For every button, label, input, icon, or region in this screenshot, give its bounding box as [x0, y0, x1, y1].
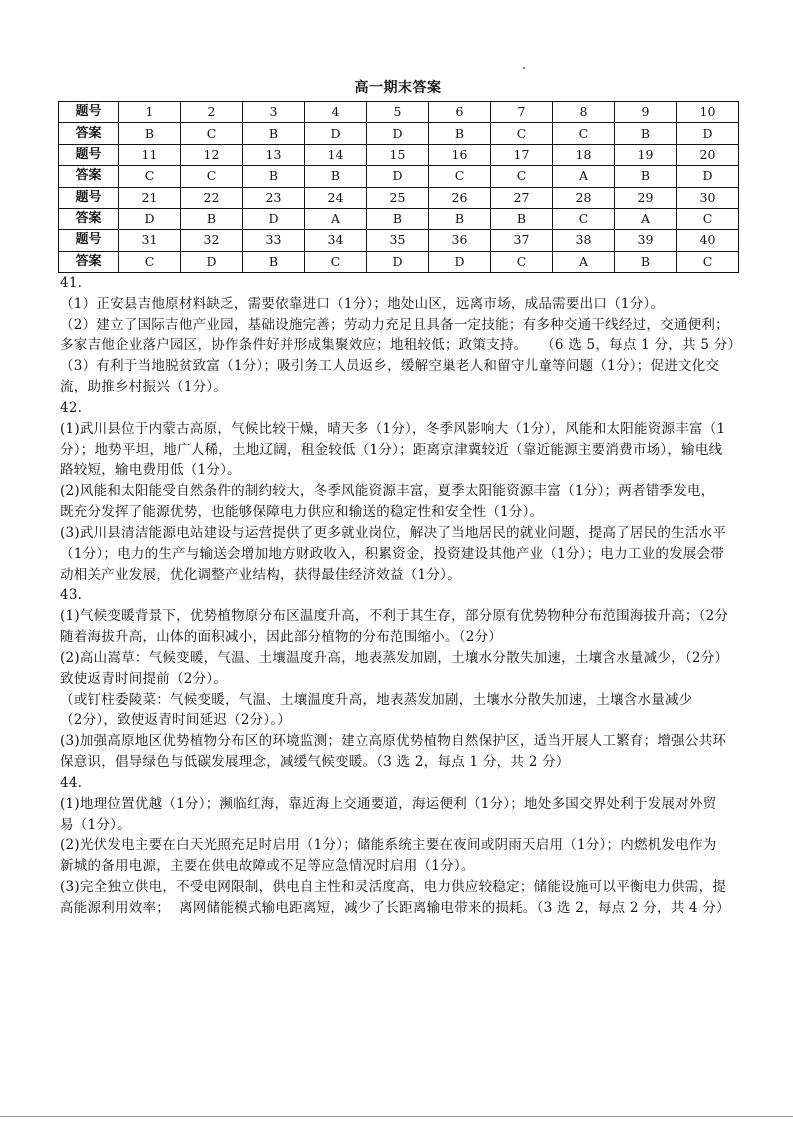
table-cell: 22 — [181, 187, 243, 208]
table-cell: 33 — [243, 230, 305, 251]
table-cell: C — [181, 123, 243, 144]
table-cell: B — [491, 208, 553, 229]
table-cell: 19 — [615, 144, 677, 165]
table-cell: 25 — [367, 187, 429, 208]
row-label: 答案 — [59, 208, 119, 229]
answer-line: 随着海拔升高，山体的面积减小，因此部分植物的分布范围缩小。（2分） — [60, 629, 503, 646]
table-cell: D — [367, 251, 429, 272]
question-number: 42. — [60, 399, 83, 416]
table-cell: 17 — [491, 144, 553, 165]
table-cell: C — [119, 166, 181, 187]
table-cell: 30 — [677, 187, 739, 208]
table-cell: C — [491, 123, 553, 144]
table-cell: 29 — [615, 187, 677, 208]
table-cell: C — [491, 166, 553, 187]
answer-line: 路较短，输电费用低（1分）。 — [60, 462, 241, 479]
answer-line: (2)高山嵩草：气候变暖，气温、土壤温度升高，地表蒸发加剧，土壤水分散失加速，土壤含水量减少，（2分） — [60, 649, 729, 666]
table-cell: 31 — [119, 230, 181, 251]
answer-line: （或钉柱委陵菜：气候变暖，气温、土壤温度升高，地表蒸发加剧，土壤水分散失加速，土壤含水量减少 — [60, 691, 693, 708]
answer-row — [59, 166, 739, 187]
table-cell: 36 — [429, 230, 491, 251]
table-cell: 26 — [429, 187, 491, 208]
question-number-row — [59, 144, 739, 165]
row-label: 答案 — [59, 251, 119, 272]
table-cell: A — [615, 208, 677, 229]
table-cell: 38 — [553, 230, 615, 251]
answer-line: （1分）；电力的生产与输送会增加地方财政收入，积累资金，投资建设其他产业（1分）；电力工业的发展会带 — [60, 545, 725, 562]
table-cell: B — [367, 208, 429, 229]
page-bottom-rule — [0, 1116, 793, 1117]
table-cell: D — [305, 123, 367, 144]
table-cell: B — [615, 123, 677, 144]
page-title: 高一期末答案 — [354, 80, 442, 96]
table-cell: D — [429, 251, 491, 272]
table-cell: 28 — [553, 187, 615, 208]
table-cell: D — [677, 123, 739, 144]
table-cell: 12 — [181, 144, 243, 165]
answer-line: (3)武川县清洁能源电站建设与运营提供了更多就业岗位，解决了当地居民的就业问题，提高了居民的生活水平 — [60, 524, 727, 541]
answer-row — [59, 208, 739, 229]
table-cell: B — [181, 208, 243, 229]
answer-line: (2)光伏发电主要在白天光照充足时启用（1分）；储能系统主要在夜间或阴雨天启用（1分）；内燃机发电作为 — [60, 837, 717, 854]
table-cell: 21 — [119, 187, 181, 208]
table-cell: B — [119, 123, 181, 144]
row-label: 答案 — [59, 123, 119, 144]
table-cell: C — [677, 251, 739, 272]
question-number: 41. — [60, 275, 83, 291]
question-number-row — [59, 102, 739, 123]
row-label: 题号 — [59, 102, 119, 123]
answer-line: (3)加强高原地区优势植物分布区的环境监测；建立高原优势植物自然保护区，适当开展人工繁育；增强公共环 — [60, 733, 727, 750]
table-cell: A — [553, 166, 615, 187]
table-cell: 2 — [181, 102, 243, 123]
decorative-dot — [523, 67, 525, 69]
answer-line: 保意识，倡导绿色与低碳发展理念，减缓气候变暖。（3 选 2，每点 1 分，共 2 分） — [60, 754, 570, 771]
row-label: 题号 — [59, 230, 119, 251]
table-cell: 11 — [119, 144, 181, 165]
table-cell: C — [491, 251, 553, 272]
table-cell: B — [615, 251, 677, 272]
answer-line: 分）；地势平坦，地广人稀，土地辽阔，租金较低（1分）；距离京津冀较近（靠近能源主要消费市场），输电线 — [60, 441, 723, 458]
table-cell: B — [615, 166, 677, 187]
table-cell: D — [677, 166, 739, 187]
table-cell: C — [553, 208, 615, 229]
table-cell: 16 — [429, 144, 491, 165]
table-cell: 18 — [553, 144, 615, 165]
answer-line: 既充分发挥了能源优势，也能够保障电力供应和输送的稳定性和安全性（1分）。 — [60, 504, 544, 521]
table-cell: C — [677, 208, 739, 229]
answer-line: 新城的备用电源，主要在供电故障或不足等应急情况时启用（1分）。 — [60, 858, 475, 875]
answer-line: 致使返青时间提前（2分）。 — [60, 670, 228, 687]
table-cell: B — [243, 166, 305, 187]
table-cell: A — [553, 251, 615, 272]
question-number: 43. — [60, 587, 83, 604]
question-number: 44. — [60, 774, 83, 791]
table-cell: A — [305, 208, 367, 229]
table-cell: C — [119, 251, 181, 272]
table-cell: 13 — [243, 144, 305, 165]
question-number-row — [59, 230, 739, 251]
table-cell: B — [243, 251, 305, 272]
table-cell: D — [181, 251, 243, 272]
table-cell: 34 — [305, 230, 367, 251]
answer-line: 多家吉他企业落户园区，协作条件好并形成集聚效应；地租较低；政策支持。 （6 选 5，每点 1 分，共 5 分） — [60, 337, 742, 354]
table-cell: C — [305, 251, 367, 272]
table-cell: 40 — [677, 230, 739, 251]
table-cell: 6 — [429, 102, 491, 123]
answer-line: 流，助推乡村振兴（1分）。 — [60, 379, 228, 396]
table-cell: 9 — [615, 102, 677, 123]
answer-line: （1）正安县吉他原材料缺乏，需要依靠进口（1分）；地处山区，远离市场，成品需要出口（1分）。 — [60, 295, 665, 312]
table-cell: 23 — [243, 187, 305, 208]
table-cell: 4 — [305, 102, 367, 123]
table-cell: 32 — [181, 230, 243, 251]
table-cell: B — [429, 123, 491, 144]
table-cell: 24 — [305, 187, 367, 208]
answer-line: （2分），致使返青时间延迟（2分）。） — [60, 712, 292, 729]
answer-line: (1)地理位置优越（1分）；濒临红海，靠近海上交通要道，海运便利（1分）；地处多国交界处利于发展对外贸 — [60, 795, 717, 812]
row-label: 答案 — [59, 166, 119, 187]
table-cell: 35 — [367, 230, 429, 251]
table-cell: 8 — [553, 102, 615, 123]
answer-line: （3）有利于当地脱贫致富（1分）；吸引务工人员返乡，缓解空巢老人和留守儿童等问题（1分）；促进文化交 — [60, 358, 720, 375]
table-cell: 39 — [615, 230, 677, 251]
answer-line: 高能源利用效率； 离网储能模式输电距离短，减少了长距离输电带来的损耗。（3 选 2，每点 2 分，共 4 分） — [60, 899, 730, 916]
answer-line: 动相关产业发展，优化调整产业结构，获得最佳经济效益（1分）。 — [60, 566, 461, 583]
answer-line: (3)完全独立供电，不受电网限制，供电自主性和灵活度高，电力供应较稳定；储能设施可以平衡电力供需，提 — [60, 879, 727, 896]
table-cell: 37 — [491, 230, 553, 251]
table-cell: 20 — [677, 144, 739, 165]
table-cell: C — [429, 166, 491, 187]
table-cell: 1 — [119, 102, 181, 123]
table-cell: D — [243, 208, 305, 229]
table-cell: 10 — [677, 102, 739, 123]
answer-row — [59, 251, 739, 272]
row-label: 题号 — [59, 187, 119, 208]
table-cell: 14 — [305, 144, 367, 165]
answer-line: (1)武川县位于内蒙古高原，气候比较干燥，晴天多（1分），冬季风影响大（1分），风能和太阳能资源丰富（1 — [60, 420, 726, 437]
answer-line: 易（1分）。 — [60, 816, 131, 833]
answer-row — [59, 123, 739, 144]
answer-explanations — [60, 273, 760, 919]
row-label: 题号 — [59, 144, 119, 165]
table-cell: 3 — [243, 102, 305, 123]
table-cell: D — [367, 166, 429, 187]
answer-line: （2）建立了国际吉他产业园，基础设施完善；劳动力充足且具备一定技能；有多种交通干线经过，交通便利； — [60, 316, 729, 333]
table-cell: 5 — [367, 102, 429, 123]
table-cell: C — [181, 166, 243, 187]
table-cell: 15 — [367, 144, 429, 165]
table-cell: B — [429, 208, 491, 229]
table-cell: C — [553, 123, 615, 144]
table-cell: B — [243, 123, 305, 144]
table-cell: D — [119, 208, 181, 229]
answer-table — [58, 101, 739, 273]
table-cell: 7 — [491, 102, 553, 123]
table-cell: D — [367, 123, 429, 144]
answer-line: (2)风能和太阳能受自然条件的制约较大，冬季风能资源丰富，夏季太阳能资源丰富（1分）；两者错季发电， — [60, 483, 715, 500]
table-cell: B — [305, 166, 367, 187]
table-cell: 27 — [491, 187, 553, 208]
question-number-row — [59, 187, 739, 208]
answer-line: (1)气候变暖背景下，优势植物原分布区温度升高，不利于其生存，部分原有优势物种分布范围海拔升高；（2分 — [60, 608, 729, 625]
